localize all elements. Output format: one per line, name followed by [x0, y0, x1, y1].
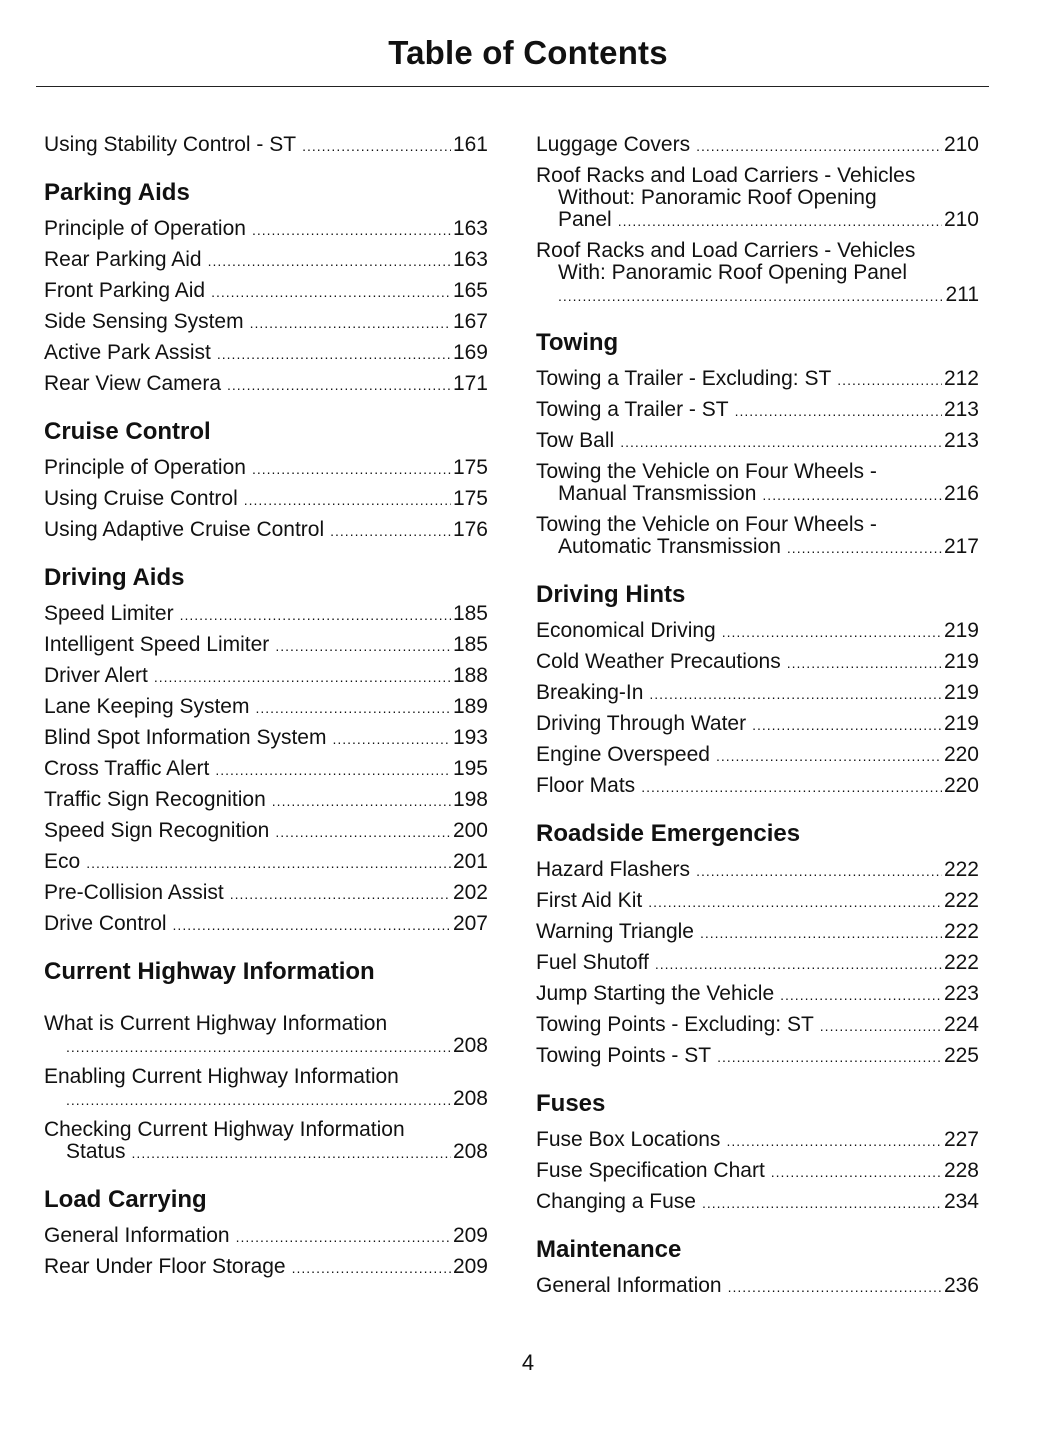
toc-entry[interactable] [536, 979, 979, 1010]
toc-entry[interactable] [44, 661, 488, 692]
toc-entry-page: 163 [452, 248, 488, 271]
toc-entry[interactable] [44, 909, 488, 940]
dot-leader [735, 400, 942, 422]
dot-leader [244, 489, 451, 511]
dot-leader [275, 821, 451, 843]
toc-entry-title: Panel [558, 208, 612, 231]
toc-entry-title: Principle of Operation [44, 217, 246, 240]
toc-entry-title: Jump Starting the Vehicle [536, 982, 775, 1005]
toc-entry-page: 202 [452, 881, 488, 904]
section-heading[interactable]: Current Highway Information [44, 958, 375, 985]
toc-entry-title: Driving Through Water [536, 712, 747, 735]
toc-entry-page: 208 [452, 1087, 488, 1110]
toc-entry[interactable] [44, 1221, 488, 1252]
toc-entry-page: 161 [452, 133, 488, 156]
dot-leader [292, 1257, 451, 1279]
toc-entry-page: 209 [452, 1255, 488, 1278]
toc-entry-page: 163 [452, 217, 488, 240]
toc-entry-title: Changing a Fuse [536, 1190, 696, 1213]
toc-entry-title: Tow Ball [536, 429, 615, 452]
toc-entry-page: 222 [943, 920, 979, 943]
toc-entry-title: Active Park Assist [44, 341, 211, 364]
toc-entry-title-line: What is Current Highway Information [44, 1012, 388, 1035]
toc-entry[interactable] [536, 771, 979, 802]
toc-entry-page: 219 [943, 619, 979, 642]
dot-leader [641, 776, 942, 798]
dot-leader [302, 135, 451, 157]
dot-leader [66, 1036, 451, 1058]
section-heading[interactable]: Cruise Control [44, 418, 211, 445]
toc-entry-page: 225 [943, 1044, 979, 1067]
toc-section-fuses [536, 1089, 979, 1218]
toc-section-driving-hints [536, 580, 979, 802]
toc-entry-title: Driver Alert [44, 664, 148, 687]
toc-section-parking-aids [44, 178, 488, 400]
dot-leader [837, 369, 942, 391]
toc-entry[interactable] [44, 816, 488, 847]
toc-entry[interactable] [44, 599, 488, 630]
toc-entry-page: 171 [452, 372, 488, 395]
toc-entry-title: Breaking-In [536, 681, 644, 704]
toc-entry[interactable] [44, 369, 488, 400]
toc-entry-title: Economical Driving [536, 619, 716, 642]
toc-entry[interactable] [536, 1010, 979, 1041]
section-heading[interactable]: Driving Aids [44, 564, 185, 591]
toc-entry-title-line: Roof Racks and Load Carriers - Vehicles [536, 164, 916, 187]
dot-leader [702, 1192, 942, 1214]
toc-entry-title-line: Roof Racks and Load Carriers - Vehicles [536, 239, 916, 262]
toc-entry-title: Rear Parking Aid [44, 248, 202, 271]
toc-entry-title: First Aid Kit [536, 889, 643, 912]
toc-section-driving-aids [44, 563, 488, 940]
toc-entry-title: Cold Weather Precautions [536, 650, 781, 673]
toc-entry-page: 185 [452, 602, 488, 625]
toc-entry-title: Luggage Covers [536, 133, 691, 156]
dot-leader [620, 431, 942, 453]
dot-leader [726, 1130, 942, 1152]
dot-leader [717, 1046, 942, 1068]
toc-entry-title-line: Towing the Vehicle on Four Wheels - [536, 513, 877, 536]
toc-entry-page: 220 [943, 774, 979, 797]
dot-leader [132, 1142, 451, 1164]
toc-entry-title: Principle of Operation [44, 456, 246, 479]
toc-entry-title: General Information [44, 1224, 230, 1247]
toc-entry-title: Towing Points - Excluding: ST [536, 1013, 814, 1036]
toc-entry-title: Rear Under Floor Storage [44, 1255, 286, 1278]
toc-entry-page: 195 [452, 757, 488, 780]
toc-entry[interactable] [536, 1041, 979, 1072]
toc-entry-page: 219 [943, 650, 979, 673]
toc-section-roadside-emergencies [536, 819, 979, 1072]
toc-entry[interactable] [44, 692, 488, 723]
section-heading[interactable]: Driving Hints [536, 581, 686, 608]
toc-entry-title: Using Adaptive Cruise Control [44, 518, 325, 541]
toc-entry[interactable] [536, 395, 979, 426]
dot-leader [696, 860, 942, 882]
dot-leader [648, 891, 942, 913]
toc-entry-page: 236 [943, 1274, 979, 1297]
toc-entry[interactable] [44, 484, 488, 515]
toc-entry-page: 210 [943, 208, 979, 231]
toc-entry-title: Manual Transmission [558, 482, 757, 505]
toc-entry[interactable] [44, 245, 488, 276]
dot-leader [250, 312, 451, 334]
toc-entry-page: 224 [943, 1013, 979, 1036]
toc-entry[interactable] [44, 1252, 488, 1283]
toc-column-left [44, 130, 488, 1300]
toc-entry-page: 208 [452, 1034, 488, 1057]
toc-entry-page: 198 [452, 788, 488, 811]
toc-entry-title: Side Sensing System [44, 310, 244, 333]
toc-entry[interactable] [536, 1271, 979, 1302]
toc-entry-title: Automatic Transmission [558, 535, 781, 558]
toc-entry-title: Speed Limiter [44, 602, 174, 625]
dot-leader [700, 922, 942, 944]
toc-section-current-highway-information [44, 957, 488, 1168]
toc-entry-page: 222 [943, 889, 979, 912]
dot-leader [332, 728, 450, 750]
toc-entry-page: 213 [943, 398, 979, 421]
dot-leader [154, 666, 451, 688]
toc-entry-title: Using Stability Control - ST [44, 133, 297, 156]
toc-entry[interactable] [44, 453, 488, 484]
toc-entry[interactable] [44, 130, 488, 161]
toc-entry[interactable] [536, 1125, 979, 1156]
toc-entry-title: Eco [44, 850, 81, 873]
toc-entry[interactable] [536, 161, 979, 236]
toc-entry[interactable] [44, 214, 488, 245]
toc-entry-title: Pre-Collision Assist [44, 881, 224, 904]
toc-entry-title-line: Towing the Vehicle on Four Wheels - [536, 460, 877, 483]
toc-entry-page: 208 [452, 1140, 488, 1163]
toc-entry-title: Floor Mats [536, 774, 636, 797]
toc-entry-title: Hazard Flashers [536, 858, 691, 881]
section-heading[interactable]: Maintenance [536, 1236, 682, 1263]
dot-leader [649, 683, 942, 705]
toc-entry-page: 213 [943, 429, 979, 452]
toc-entry-title: Warning Triangle [536, 920, 694, 943]
dot-leader [330, 520, 451, 542]
toc-entry[interactable] [44, 847, 488, 878]
toc-entry-title-line: Enabling Current Highway Information [44, 1065, 399, 1088]
toc-entry[interactable] [536, 678, 979, 709]
dot-leader [762, 484, 942, 506]
dot-leader [230, 883, 451, 905]
section-heading[interactable]: Roadside Emergencies [536, 820, 801, 847]
toc-entry-page: 175 [452, 456, 488, 479]
dot-leader [66, 1089, 451, 1111]
section-heading[interactable]: Fuses [536, 1090, 606, 1117]
toc-entry[interactable] [536, 740, 979, 771]
toc-entry-page: 210 [943, 133, 979, 156]
dot-leader [722, 621, 942, 643]
dot-leader [275, 635, 451, 657]
dot-leader [215, 759, 451, 781]
toc-entry-title: Intelligent Speed Limiter [44, 633, 270, 656]
toc-entry-page: 207 [452, 912, 488, 935]
dot-leader [208, 250, 451, 272]
toc-entry-title: Blind Spot Information System [44, 726, 327, 749]
toc-entry[interactable] [44, 515, 488, 546]
toc-entry-title: Status [66, 1140, 126, 1163]
toc-entry-page: 169 [452, 341, 488, 364]
toc-entry-page: 222 [943, 951, 979, 974]
toc-entry-page: 223 [943, 982, 979, 1005]
toc-entry-title: Using Cruise Control [44, 487, 238, 510]
dot-leader [771, 1161, 942, 1183]
toc-entry[interactable] [44, 1062, 488, 1115]
toc-entry[interactable] [536, 616, 979, 647]
toc-entry-page: 228 [943, 1159, 979, 1182]
toc-entry[interactable] [44, 1009, 488, 1062]
toc-entry-title: Fuse Specification Chart [536, 1159, 765, 1182]
toc-entry-page: 176 [452, 518, 488, 541]
dot-leader [252, 219, 451, 241]
toc-entry-title: Towing a Trailer - ST [536, 398, 729, 421]
toc-entry[interactable] [44, 307, 488, 338]
toc-intro-group [44, 130, 488, 161]
toc-entry-page: 175 [452, 487, 488, 510]
toc-entry-title-line: With: Panoramic Roof Opening Panel [558, 261, 908, 284]
toc-entry-page: 167 [452, 310, 488, 333]
dot-leader [252, 458, 451, 480]
toc-section-towing [536, 328, 979, 563]
toc-entry-title: Speed Sign Recognition [44, 819, 270, 842]
dot-leader [86, 852, 451, 874]
page-title: Table of Contents [388, 34, 668, 71]
toc-entry-title: Towing a Trailer - Excluding: ST [536, 367, 832, 390]
toc-entry-page: 189 [452, 695, 488, 718]
toc-entry-page: 222 [943, 858, 979, 881]
toc-entry-page: 234 [943, 1190, 979, 1213]
toc-entry-title: Fuel Shutoff [536, 951, 649, 974]
toc-entry[interactable] [44, 1115, 488, 1168]
toc-entry[interactable] [536, 130, 979, 161]
toc-entry-page: 227 [943, 1128, 979, 1151]
toc-entry[interactable] [536, 510, 979, 563]
section-heading[interactable]: Towing [536, 329, 619, 356]
toc-entry[interactable] [536, 364, 979, 395]
dot-leader [211, 281, 451, 303]
toc-entry-page: 185 [452, 633, 488, 656]
dot-leader [752, 714, 942, 736]
toc-entry-title-line: Without: Panoramic Roof Opening [558, 186, 877, 209]
toc-section-load-carrying [44, 1185, 488, 1283]
toc-entry-title: Fuse Box Locations [536, 1128, 721, 1151]
toc-entry-title: Towing Points - ST [536, 1044, 712, 1067]
dot-leader [655, 953, 942, 975]
dot-leader [236, 1226, 451, 1248]
toc-entry[interactable] [536, 647, 979, 678]
toc-entry[interactable] [536, 1187, 979, 1218]
toc-entry-page: 219 [943, 681, 979, 704]
toc-entry-page: 216 [943, 482, 979, 505]
toc-column-right [536, 130, 979, 1319]
dot-leader [787, 537, 942, 559]
dot-leader [716, 745, 942, 767]
dot-leader [180, 604, 451, 626]
toc-entry[interactable] [44, 785, 488, 816]
toc-entry[interactable] [44, 276, 488, 307]
section-heading[interactable]: Parking Aids [44, 179, 190, 206]
toc-entry-title: Drive Control [44, 912, 167, 935]
dot-leader [820, 1015, 942, 1037]
title-divider [36, 86, 989, 87]
toc-entry-title: General Information [536, 1274, 722, 1297]
toc-entry[interactable] [536, 709, 979, 740]
dot-leader [787, 652, 942, 674]
dot-leader [558, 285, 944, 307]
dot-leader [272, 790, 451, 812]
toc-entry-page: 165 [452, 279, 488, 302]
toc-entry-title: Lane Keeping System [44, 695, 250, 718]
toc-entry-title: Engine Overspeed [536, 743, 710, 766]
toc-entry-page: 201 [452, 850, 488, 873]
dot-leader [728, 1276, 942, 1298]
toc-entry[interactable] [536, 236, 979, 311]
toc-entry[interactable] [44, 338, 488, 369]
toc-entry-title: Front Parking Aid [44, 279, 206, 302]
toc-entry-page: 212 [943, 367, 979, 390]
toc-entry[interactable] [536, 886, 979, 917]
toc-entry[interactable] [536, 948, 979, 979]
toc-entry-title: Traffic Sign Recognition [44, 788, 266, 811]
toc-entry-page: 209 [452, 1224, 488, 1247]
toc-entry-title: Cross Traffic Alert [44, 757, 210, 780]
toc-intro-group [536, 130, 979, 311]
dot-leader [227, 374, 451, 396]
section-heading[interactable]: Load Carrying [44, 1186, 207, 1213]
dot-leader [780, 984, 942, 1006]
toc-entry[interactable] [536, 855, 979, 886]
dot-leader [173, 914, 451, 936]
toc-entry[interactable] [536, 457, 979, 510]
toc-entry-title: Rear View Camera [44, 372, 222, 395]
toc-entry[interactable] [44, 754, 488, 785]
dot-leader [696, 135, 942, 157]
toc-section-cruise-control [44, 417, 488, 546]
dot-leader [217, 343, 451, 365]
toc-section-maintenance [536, 1235, 979, 1302]
toc-entry-page: 220 [943, 743, 979, 766]
dot-leader [618, 210, 942, 232]
dot-leader [255, 697, 450, 719]
toc-entry-page: 217 [943, 535, 979, 558]
toc-entry[interactable] [536, 1156, 979, 1187]
toc-entry-page: 219 [943, 712, 979, 735]
toc-entry[interactable] [44, 723, 488, 754]
toc-entry-page: 211 [945, 283, 979, 306]
toc-entry[interactable] [44, 878, 488, 909]
toc-entry-page: 193 [452, 726, 488, 749]
page-number: 4 [521, 1350, 535, 1375]
toc-entry[interactable] [536, 426, 979, 457]
toc-entry-page: 200 [452, 819, 488, 842]
toc-entry-page: 188 [452, 664, 488, 687]
toc-entry-title-line: Checking Current Highway Information [44, 1118, 405, 1141]
toc-entry[interactable] [536, 917, 979, 948]
toc-entry[interactable] [44, 630, 488, 661]
